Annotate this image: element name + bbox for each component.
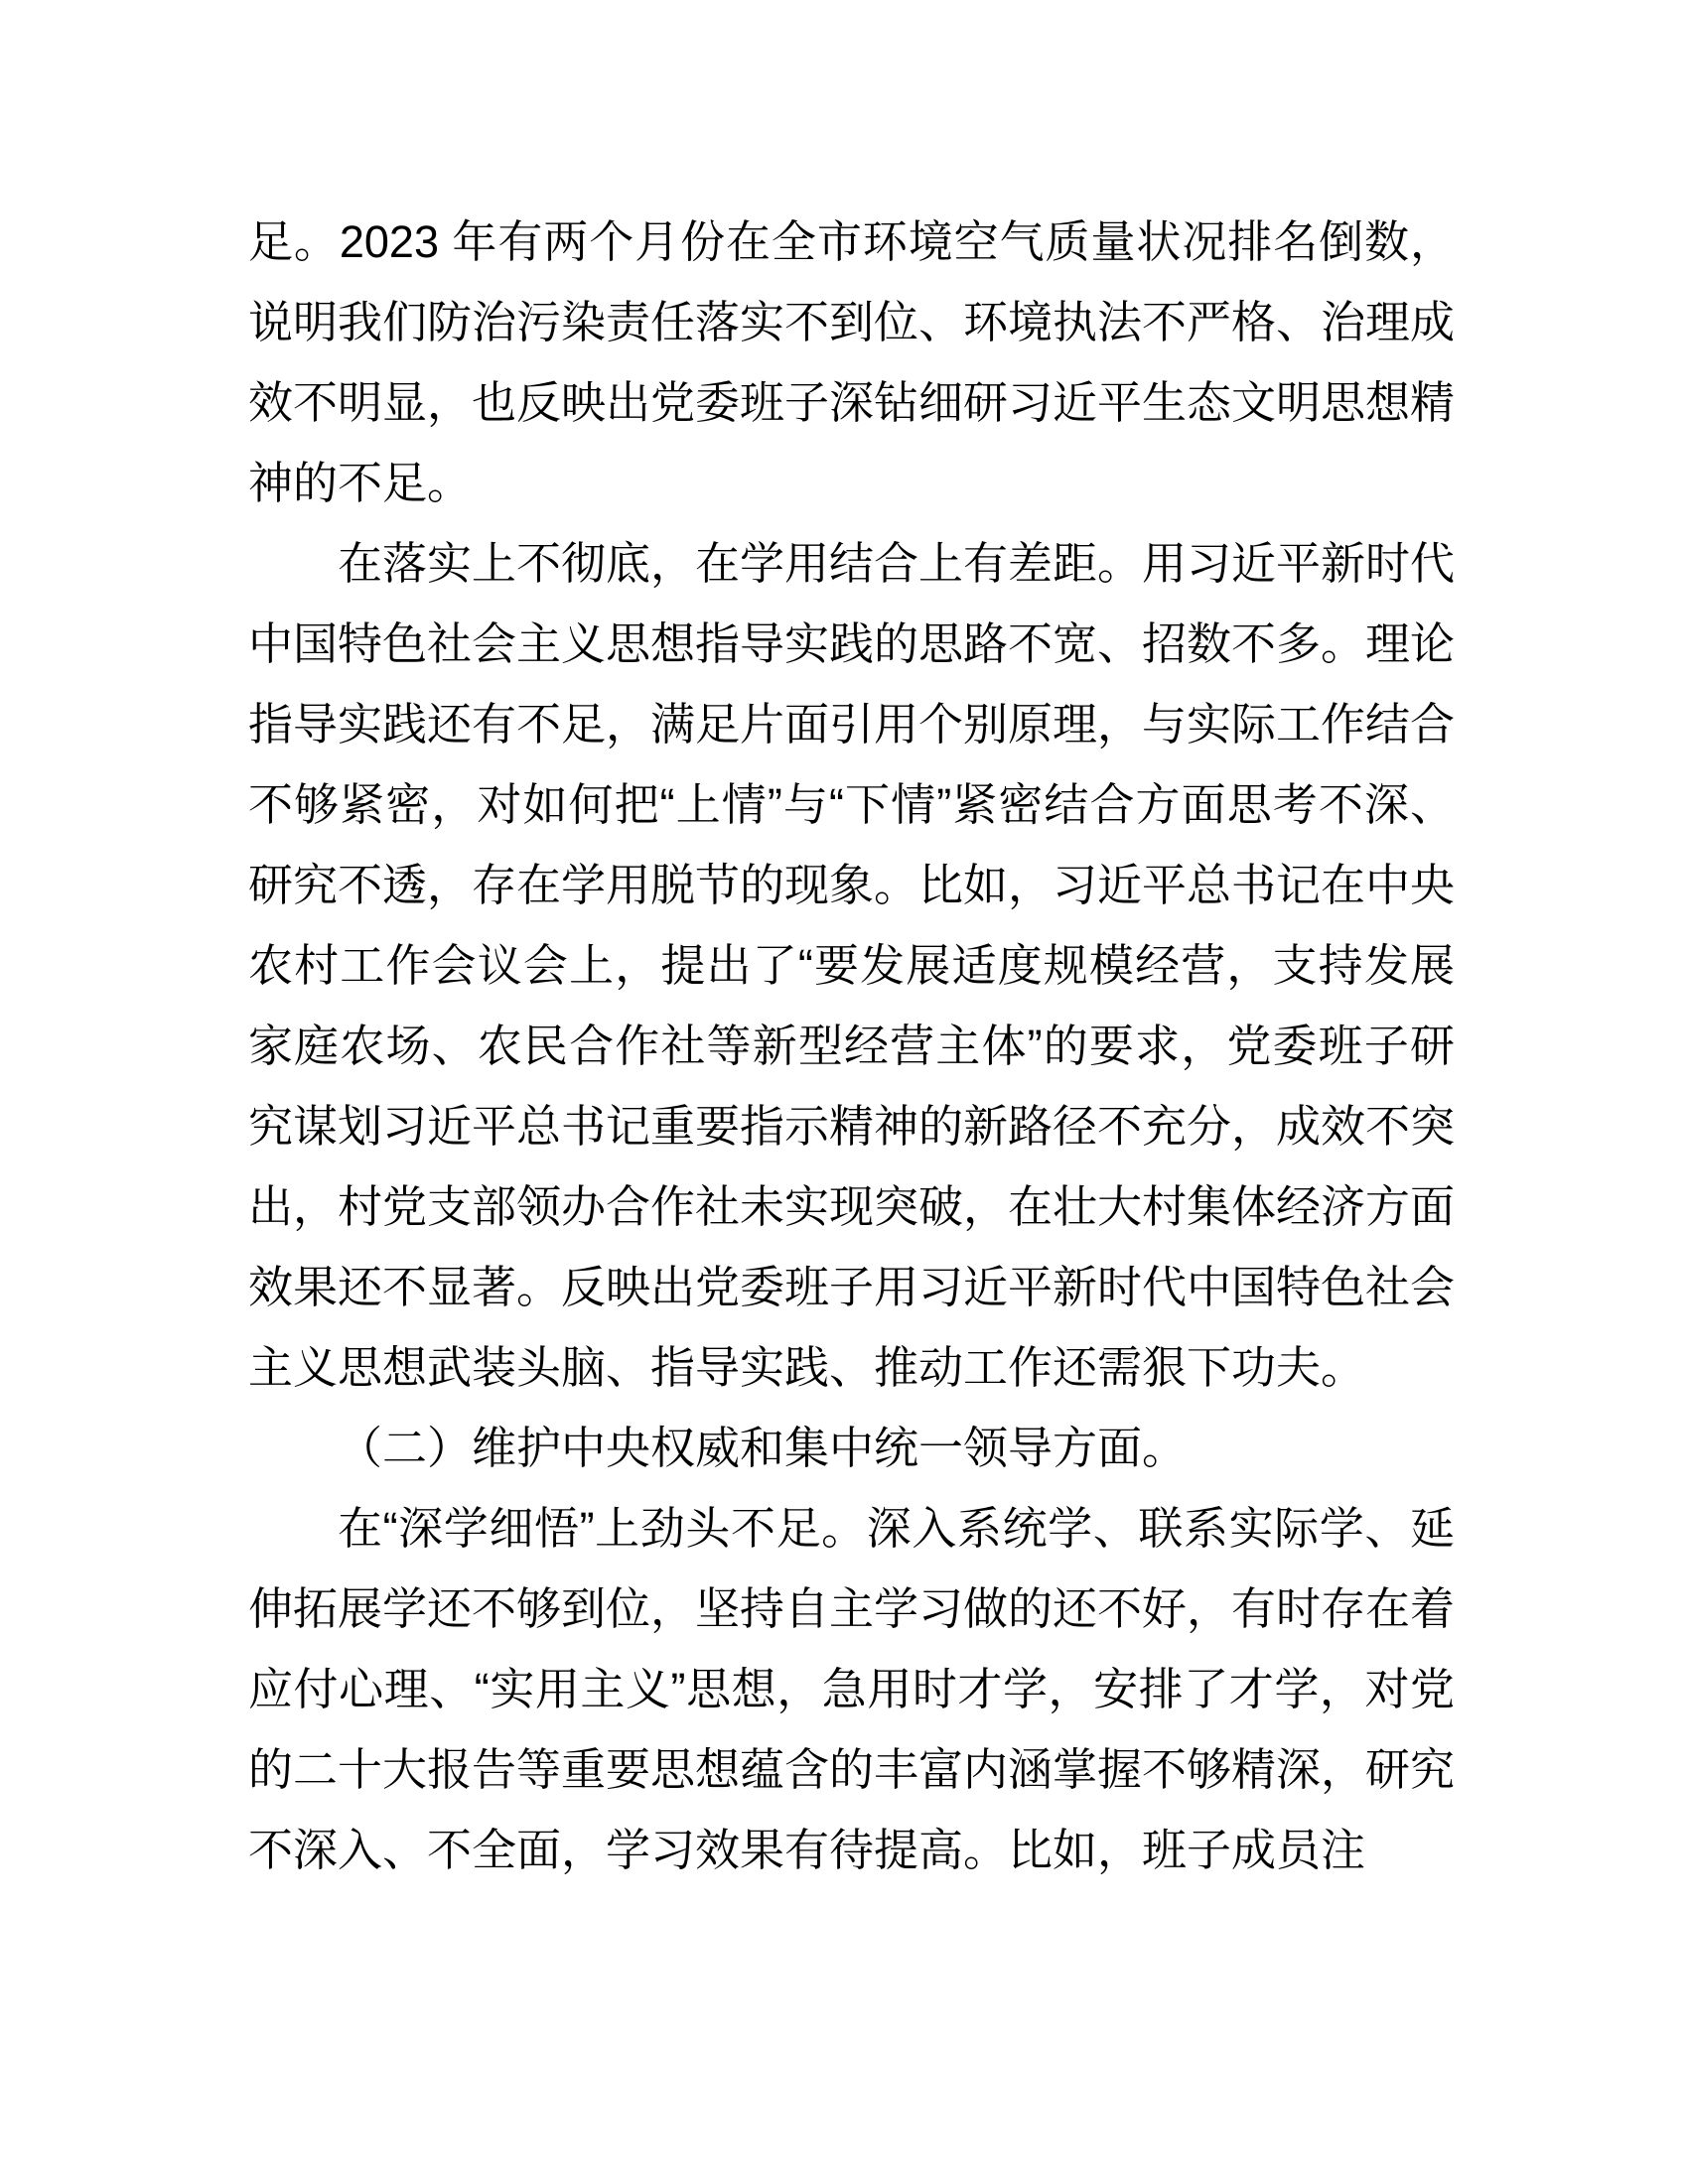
paragraph-body-2: 在“深学细悟”上劲头不足。深入系统学、联系实际学、延伸拓展学还不够到位，坚持自主学习做的还不好，有时存在着应付心理、“实用主义”思想，急用时才学，安排了才学，对党的二十大报告等重要思想蕴含的丰富内涵掌握不够精深，研究不深入、不全面，学习效果有待提高。比如，班子成员注	[248, 1503, 1456, 1875]
document-text-block	[248, 202, 1455, 1890]
paragraph-continuation: 足。2023 年有两个月份在全市环境空气质量状况排名倒数，说明我们防治污染责任落实不到位、环境执法不严格、治理成效不明显，也反映出党委班子深钻细研习近平生态文明思想精神的不足。	[248, 216, 1456, 508]
section-heading: （二）维护中央权威和集中统一领导方面。	[338, 1423, 1188, 1473]
paragraph-body-1: 在落实上不彻底，在学用结合上有差距。用习近平新时代中国特色社会主义思想指导实践的思路不宽、招数不多。理论指导实践还有不足，满足片面引用个别原理，与实际工作结合不够紧密，对如何把“上情”与“下情”紧密结合方面思考不深、研究不透，存在学用脱节的现象。比如，习近平总书记在中央农村工作会议会上，提出了“要发展适度规模经营，支持发展家庭农场、农民合作社等新型经营主体”的要求，党委班子研究谋划习近平总书记重要指示精神的新路径不充分，成效不突出，村党支部领办合作社未实现突破，在壮大村集体经济方面效果还不显著。反映出党委班子用习近平新时代中国特色社会主义思想武装头脑、指导实践、推动工作还需狠下功夫。	[248, 538, 1456, 1393]
